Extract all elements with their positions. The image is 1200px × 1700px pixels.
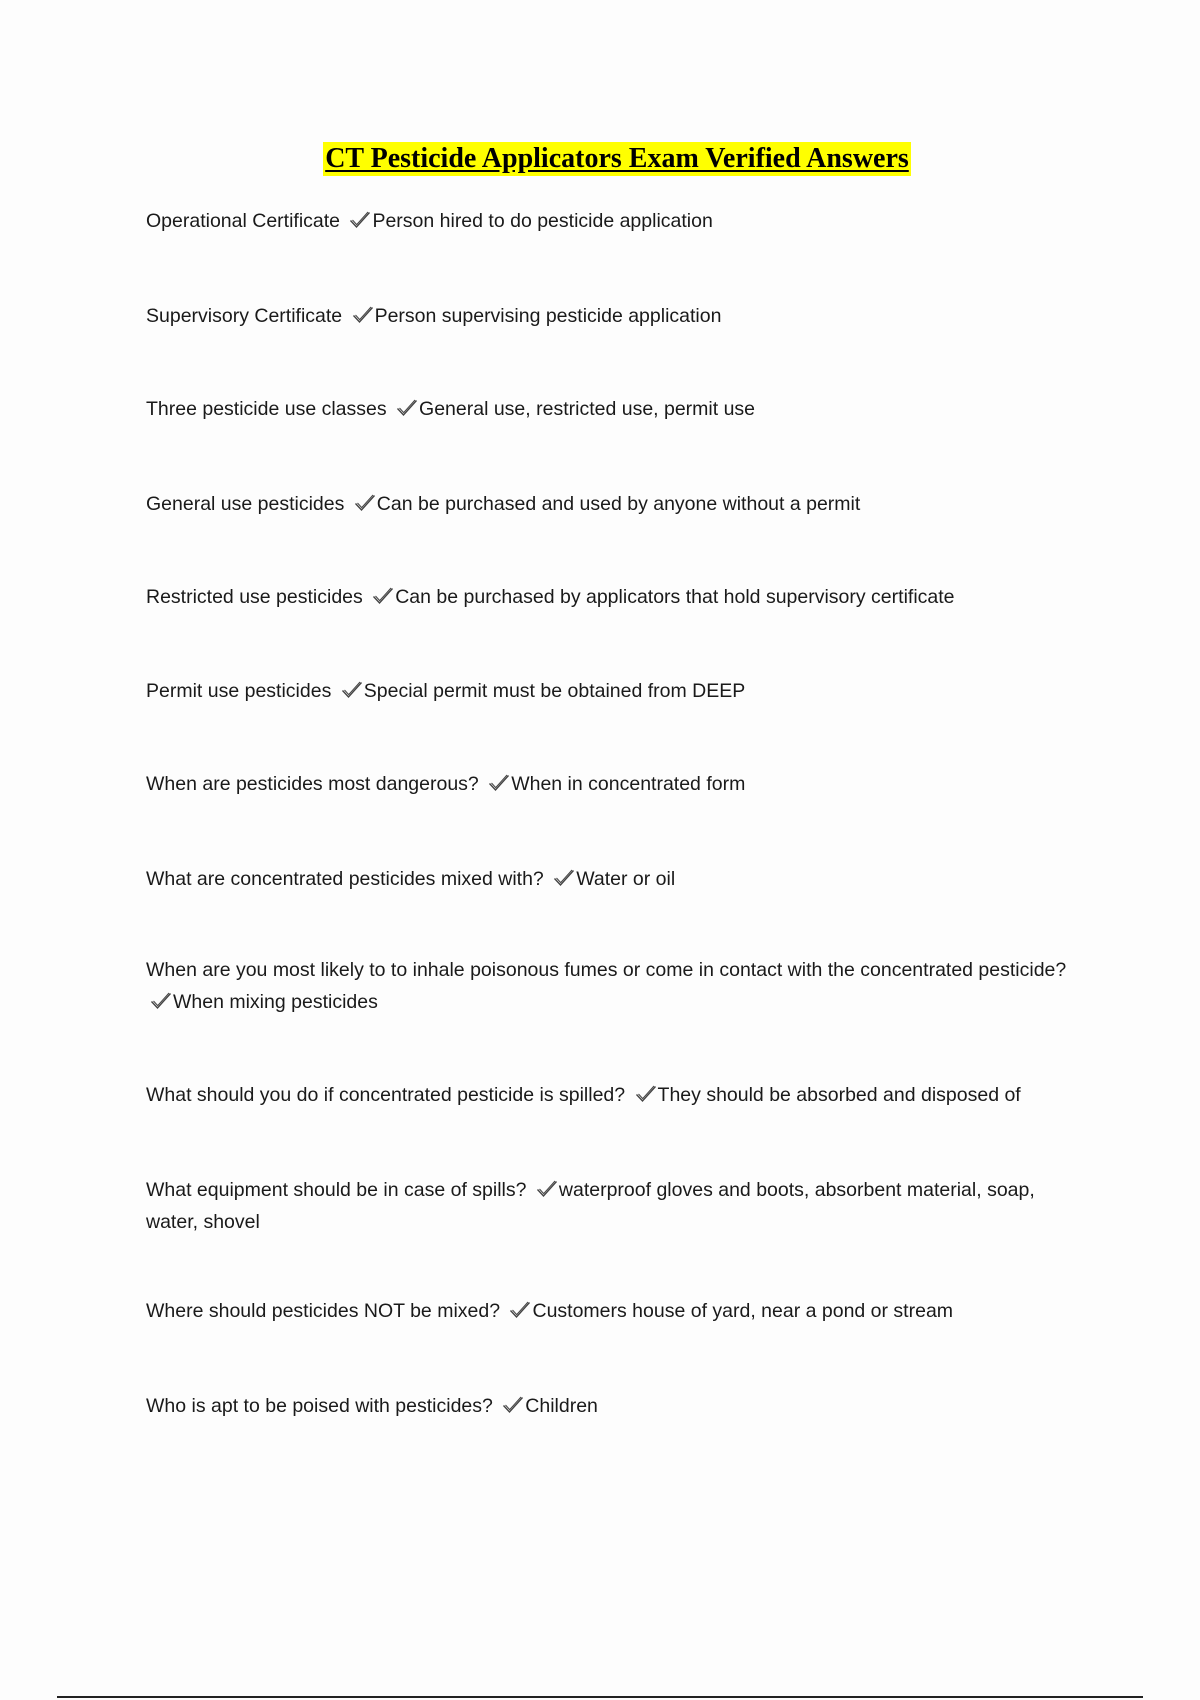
check-mark-icon xyxy=(150,992,172,1010)
answer: waterproof gloves and boots, absorbent material, soap, water, shovel xyxy=(146,1179,1035,1233)
check-mark-icon xyxy=(488,774,510,792)
check-mark-icon xyxy=(341,681,363,699)
question: Restricted use pesticides xyxy=(146,586,363,608)
qa-item-7 xyxy=(146,768,1086,800)
answer: Person supervising pesticide application xyxy=(374,305,722,327)
check-mark-icon xyxy=(536,1180,558,1198)
answer: When in concentrated form xyxy=(511,773,746,795)
page-title: CT Pesticide Applicators Exam Verified Answers xyxy=(325,143,909,174)
answer: Special permit must be obtained from DEEP xyxy=(363,680,746,702)
check-mark-icon xyxy=(352,306,374,324)
check-mark-icon xyxy=(509,1301,531,1319)
check-mark-icon xyxy=(635,1085,657,1103)
answer: Customers house of yard, near a pond or stream xyxy=(532,1300,954,1322)
qa-item-3 xyxy=(146,393,1086,425)
qa-item-13 xyxy=(146,1390,1086,1422)
question: Permit use pesticides xyxy=(146,680,332,702)
answer: Person hired to do pesticide application xyxy=(372,210,713,232)
qa-item-9 xyxy=(146,954,1086,1018)
question: When are pesticides most dangerous? xyxy=(146,773,479,795)
question: Three pesticide use classes xyxy=(146,398,387,420)
qa-item-2 xyxy=(146,300,1086,332)
answer: Children xyxy=(525,1395,598,1417)
check-mark-icon xyxy=(396,399,418,417)
footer-divider xyxy=(57,1696,1143,1698)
question: What are concentrated pesticides mixed with? xyxy=(146,868,544,890)
qa-item-5 xyxy=(146,581,1086,613)
question: Where should pesticides NOT be mixed? xyxy=(146,1300,501,1322)
question: What should you do if concentrated pesticide is spilled? xyxy=(146,1084,626,1106)
question: Supervisory Certificate xyxy=(146,305,343,327)
qa-item-1 xyxy=(146,205,1086,237)
answer: Can be purchased by applicators that hold supervisory certificate xyxy=(395,586,955,608)
check-mark-icon xyxy=(553,869,575,887)
check-mark-icon xyxy=(354,494,376,512)
answer: General use, restricted use, permit use xyxy=(419,398,756,420)
qa-item-4 xyxy=(146,488,1086,520)
check-mark-icon xyxy=(349,211,371,229)
question: General use pesticides xyxy=(146,493,345,515)
qa-item-10 xyxy=(146,1079,1086,1111)
question: What equipment should be in case of spills? xyxy=(146,1179,527,1201)
answer: When mixing pesticides xyxy=(173,991,378,1013)
check-mark-icon xyxy=(372,587,394,605)
question: Who is apt to be poised with pesticides? xyxy=(146,1395,493,1417)
qa-item-8 xyxy=(146,863,1086,895)
question: When are you most likely to to inhale poisonous fumes or come in contact with the concentrated pesticide? xyxy=(146,959,1067,981)
answer: Water or oil xyxy=(576,868,676,890)
title-container xyxy=(0,142,1200,176)
qa-item-12 xyxy=(146,1295,1086,1327)
qa-item-11 xyxy=(146,1174,1086,1238)
qa-item-6 xyxy=(146,675,1086,707)
check-mark-icon xyxy=(502,1396,524,1414)
question: Operational Certificate xyxy=(146,210,341,232)
answer: They should be absorbed and disposed of xyxy=(657,1084,1021,1106)
answer: Can be purchased and used by anyone without a permit xyxy=(376,493,861,515)
